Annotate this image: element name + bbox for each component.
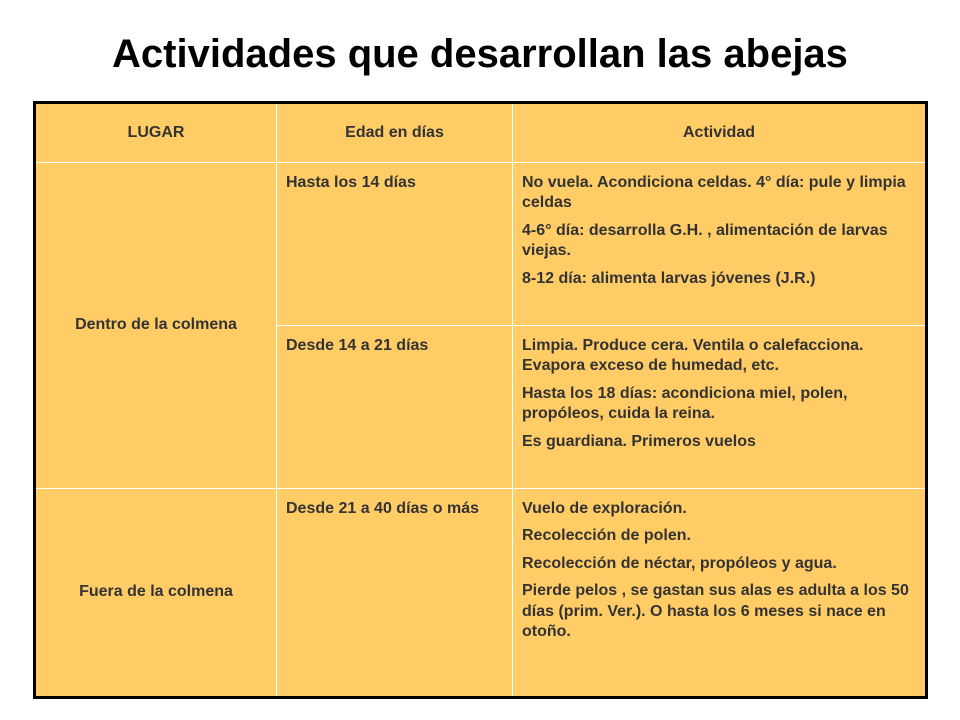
page-title: Actividades que desarrollan las abejas [112, 32, 848, 76]
table-header-row [35, 103, 927, 163]
actividad-line: Hasta los 18 días: acondiciona miel, polen, propóleos, cuida la reina. [522, 384, 848, 423]
header-edad: Edad en días [277, 103, 513, 163]
table-row [35, 163, 927, 326]
actividad-line: Es guardiana. Primeros vuelos [522, 432, 756, 450]
edad-cell: Desde 14 a 21 días [277, 326, 513, 489]
edad-cell: Desde 21 a 40 días o más [277, 489, 513, 698]
header-lugar: LUGAR [35, 103, 277, 163]
actividad-line: 4-6° día: desarrolla G.H. , alimentación de larvas viejas. [522, 221, 888, 260]
lugar-cell-fuera: Fuera de la colmena [35, 489, 277, 698]
lugar-cell-dentro: Dentro de la colmena [35, 163, 277, 489]
actividad-line: No vuela. Acondiciona celdas. 4° día: pule y limpia celdas [522, 174, 906, 212]
actividad-line: Limpia. Produce cera. Ventila o calefacciona. Evapora exceso de humedad, etc. [522, 337, 864, 375]
actividad-cell [513, 489, 927, 698]
actividad-cell [513, 163, 927, 326]
actividad-line: 8-12 día: alimenta larvas jóvenes (J.R.) [522, 269, 816, 287]
activities-table [33, 101, 928, 699]
actividad-line: Recolección de néctar, propóleos y agua. [522, 554, 837, 572]
actividad-line: Recolección de polen. [522, 527, 691, 545]
header-actividad: Actividad [513, 103, 927, 163]
actividad-line: Pierde pelos , se gastan sus alas es adulta a los 50 días (prim. Ver.). O hasta los 6 meses si nace en otoño. [522, 582, 909, 641]
edad-cell: Hasta los 14 días [277, 163, 513, 326]
actividad-cell [513, 326, 927, 489]
table-row [35, 489, 927, 698]
actividad-line: Vuelo de exploración. [522, 500, 687, 517]
